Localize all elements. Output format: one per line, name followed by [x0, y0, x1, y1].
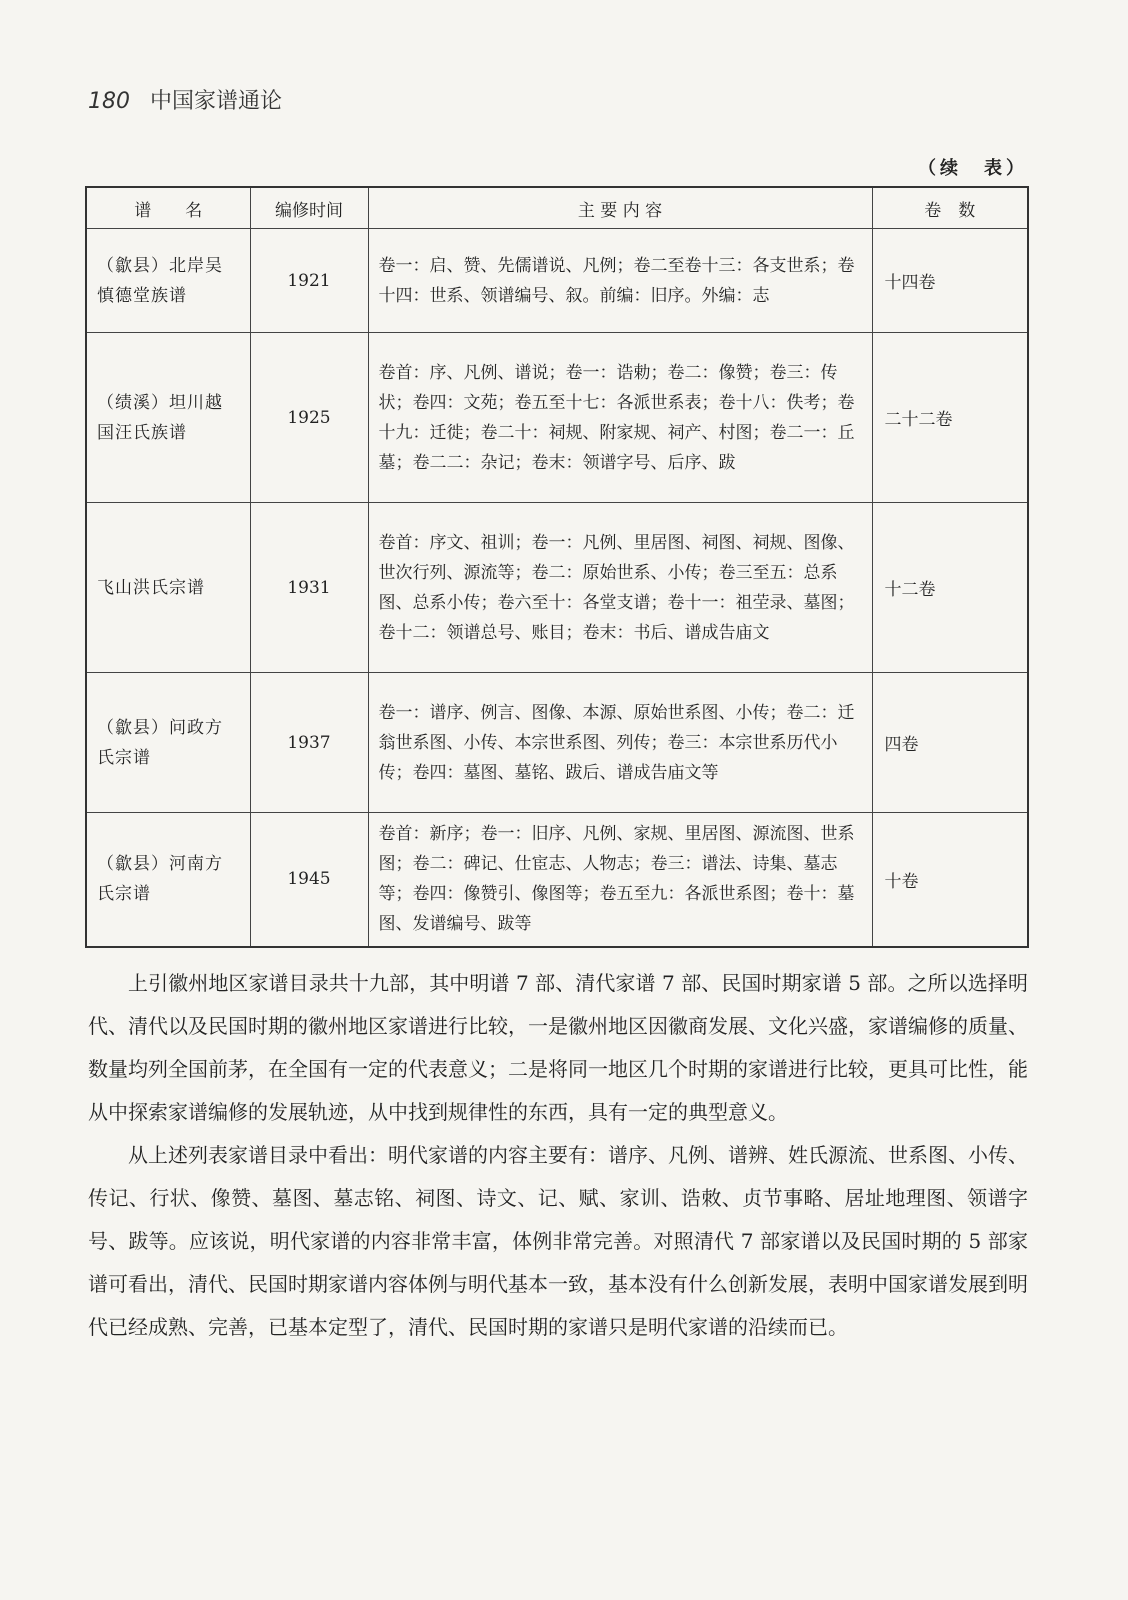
compile-year: 1937 — [250, 673, 368, 813]
main-content: 卷首：新序；卷一：旧序、凡例、家规、里居图、源流图、世系图；卷二：碑记、仕宦志、人物志；卷三：谱法、诗集、墓志等；卷四：像赞引、像图等；卷五至九：各派世系图；卷十：墓图、发谱编号、跋等 — [368, 813, 872, 947]
table-continued-label: （续 表） — [918, 158, 1028, 179]
compile-year: 1945 — [250, 813, 368, 947]
body-text — [88, 962, 1028, 1349]
compile-year: 1931 — [250, 503, 368, 673]
volume-count: 十卷 — [872, 813, 1028, 947]
main-content: 卷首：序、凡例、谱说；卷一：诰勅；卷二：像赞；卷三：传状；卷四：文苑；卷五至十七：各派世系表；卷十八：佚考；卷十九：迁徙；卷二十：祠规、附家规、祠产、村图；卷二一：丘墓；卷二二：杂记；卷末：领谱字号、后序、跋 — [368, 333, 872, 503]
column-header-name: 谱 名 — [86, 187, 250, 229]
table-row — [86, 813, 1028, 947]
genealogy-name: （歙县）河南方氏宗谱 — [86, 813, 250, 947]
main-content: 卷一：谱序、例言、图像、本源、原始世系图、小传；卷二：迁翁世系图、小传、本宗世系图、列传；卷三：本宗世系历代小传；卷四：墓图、墓铭、跋后、谱成告庙文等 — [368, 673, 872, 813]
column-header-volumes: 卷 数 — [872, 187, 1028, 229]
genealogy-name: （绩溪）坦川越国汪氏族谱 — [86, 333, 250, 503]
page-header — [88, 84, 282, 115]
compile-year: 1925 — [250, 333, 368, 503]
main-content: 卷首：序文、祖训；卷一：凡例、里居图、祠图、祠规、图像、世次行列、源流等；卷二：原始世系、小传；卷三至五：总系图、总系小传；卷六至十：各堂支谱；卷十一：祖茔录、墓图；卷十二：领谱总号、账目；卷末：书后、谱成告庙文 — [368, 503, 872, 673]
paragraph: 上引徽州地区家谱目录共十九部，其中明谱 7 部、清代家谱 7 部、民国时期家谱 5 部。之所以选择明代、清代以及民国时期的徽州地区家谱进行比较，一是徽州地区因徽商发展、文化兴盛，家谱编修的质量、数量均列全国前茅，在全国有一定的代表意义；二是将同一地区几个时期的家谱进行比较，更具可比性，能从中探索家谱编修的发展轨迹，从中找到规律性的东西，具有一定的典型意义。 — [88, 971, 1028, 1124]
main-content: 卷一：启、赞、先儒谱说、凡例；卷二至卷十三：各支世系；卷十四：世系、领谱编号、叙。前编：旧序。外编：志 — [368, 229, 872, 333]
compile-year: 1921 — [250, 229, 368, 333]
genealogy-name: 飞山洪氏宗谱 — [86, 503, 250, 673]
volume-count: 二十二卷 — [872, 333, 1028, 503]
table-header-row — [86, 187, 1028, 229]
table-row — [86, 673, 1028, 813]
genealogy-table — [85, 186, 1029, 948]
table-row — [86, 333, 1028, 503]
genealogy-name: （歙县）北岸吴慎德堂族谱 — [86, 229, 250, 333]
volume-count: 四卷 — [872, 673, 1028, 813]
table-row — [86, 503, 1028, 673]
page-number: 180 — [88, 89, 130, 114]
paragraph: 从上述列表家谱目录中看出：明代家谱的内容主要有：谱序、凡例、谱辨、姓氏源流、世系图、小传、传记、行状、像赞、墓图、墓志铭、祠图、诗文、记、赋、家训、诰敇、贞节事略、居址地理图、领谱字号、跋等。应该说，明代家谱的内容非常丰富，体例非常完善。对照清代 7 部家谱以及民国时期的 5 部家谱可看出，清代、民国时期家谱内容体例与明代基本一致，基本没有什么创新发展，表明中国家谱发展到明代已经成熟、完善，已基本定型了，清代、民国时期的家谱只是明代家谱的沿续而已。 — [88, 1143, 1028, 1339]
column-header-content: 主 要 内 容 — [368, 187, 872, 229]
volume-count: 十四卷 — [872, 229, 1028, 333]
book-title: 中国家谱通论 — [150, 89, 283, 114]
table-row — [86, 229, 1028, 333]
volume-count: 十二卷 — [872, 503, 1028, 673]
genealogy-name: （歙县）问政方氏宗谱 — [86, 673, 250, 813]
column-header-year: 编修时间 — [250, 187, 368, 229]
